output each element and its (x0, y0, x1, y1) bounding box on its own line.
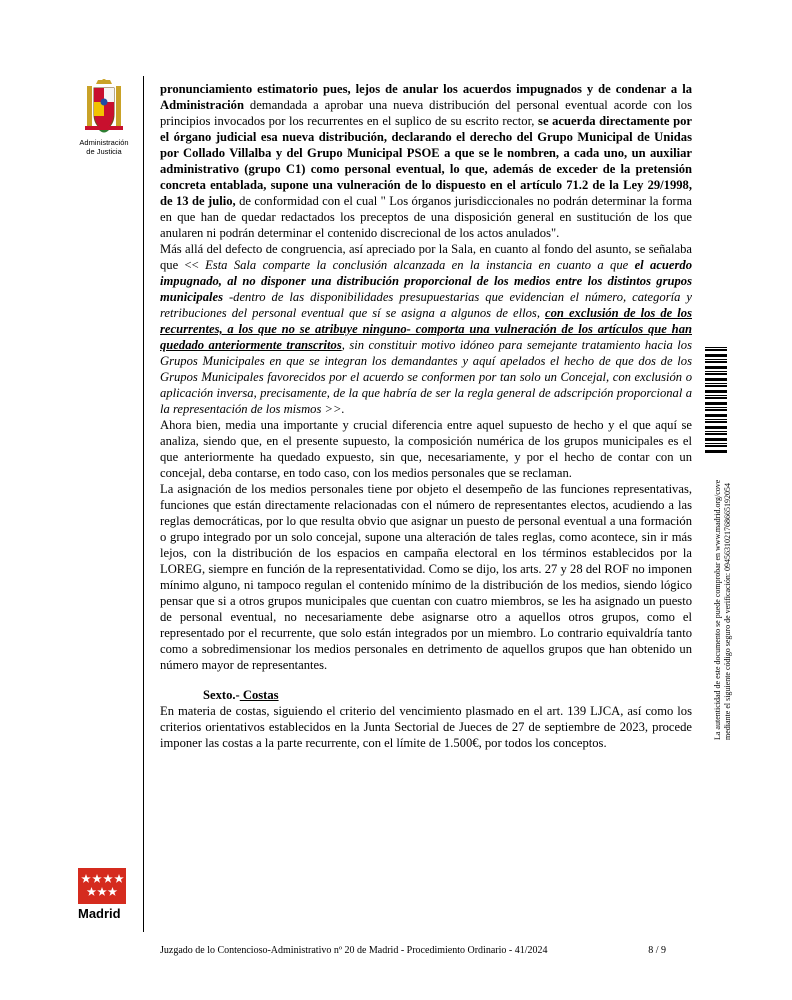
p2-bold-italic-1: el acuerdo impugnado, al no disponer una distribución proporcional de los medios entre los distintos grupos municipales (160, 258, 693, 304)
crest-label-line2: de Justicia (86, 147, 122, 156)
paragraph-2 (160, 241, 692, 417)
margin-rule (143, 76, 144, 932)
verification-text (713, 340, 733, 740)
paragraph-4: La asignación de los medios personales tiene por objeto el desempeño de las funciones representativas, funciones que están directamente relacionadas con el número de representantes electos, acudiendo a las reglas democráticas, por lo que resulta obvio que asignar un puesto de personal eventual a una formación o grupo integrado por un solo concejal, supone una alteración de tales reglas, como acontece, sin ir más lejos, con la distribución de los espacios en campaña electoral en los términos establecidos por la LOREG, siempre en función de la representatividad. Como se dijo, los arts. 27 y 28 del ROF no imponen mínimo alguno, ni tampoco regulan el contenido mínimo de la distribución de los medios, siendo lógico pensar que si a otros grupos municipales que cuentan con cuatro miembros, se les ha asignado un puesto de personal eventual, no necesariamente debe asignarse otro a aquellos otros grupos, como el representado por el recurrente, que solo están integrados por un miembro. Lo contrario equivaldría tanto como a sobredimensionar los medios personales en detrimento de aquellos grupos que han obtenido un número mayor de representantes. (160, 482, 692, 672)
justice-crest (76, 78, 132, 156)
heading-number: Sexto.- (203, 688, 240, 702)
coat-of-arms-icon (81, 78, 127, 136)
p2-bold-italic-2: con exclusión de los de los recurrentes, a los que no se atribuye ninguno- comporta una vulneración de los artículos que han quedado anteriormente transcritos (160, 306, 692, 352)
p2-text-1: Más allá del defecto de congruencia, así apreciado por la Sala, en cuanto al fondo del asunto, se señalaba que << (160, 242, 692, 272)
crest-label-line1: Administración (79, 138, 129, 147)
verification-line-2: mediante el siguiente código seguro de verificación: 0945631021768665192054 (723, 482, 732, 740)
paragraph-5: En materia de costas, siguiendo el criterio del vencimiento plasmado en el art. 139 LJCA, así como los criterios orientativos establecidos en la Junta Sectorial de Jueces de 27 de septiembre de 2023, procede imponer las costas a la parte recurrente, con el límite de 1.500€, por todos los conceptos. (160, 704, 692, 750)
section-heading (160, 687, 692, 703)
p1-text-2: de conformidad con el cual " Los órganos jurisdiccionales no podrán determinar la forma en que han de quedar redactados los preceptos de una disposición general en sustitución de los que anularen ni podrán determinar el contenido discrecional de los actos anulados". (160, 194, 692, 240)
madrid-label: Madrid (78, 906, 121, 921)
paragraph-1 (160, 81, 692, 241)
p1-bold-2: se acuerda directamente por el órgano judicial esa nueva distribución, declarando el derecho del Grupo Municipal de Unidas por Collado Villalba y del Grupo Municipal PSOE a que se le nombren, a cada uno, un auxiliar administrativo (grupo C1) como personal eventual, lo que, además de exceder de la pretensión concreta entablada, supone una vulneración de lo dispuesto en el artículo 71.2 de la Ley 29/1998, de 13 de julio, (160, 114, 692, 208)
footer-text: Juzgado de lo Contencioso-Administrativo nº 20 de Madrid - Procedimiento Ordinario - 41/2024 (160, 945, 548, 956)
page-number: 8 / 9 (648, 945, 666, 956)
crest-label (76, 138, 132, 156)
p2-italic-3: , sin constituir motivo idóneo para semejante tratamiento hacia los Grupos Municipales en que se integran los demandantes y aquí apelados el hecho de que dos de los Grupos Municipales favorecidos por el acuerdo se conformen por tan solo un Concejal, con exclusión o aplicación inversa, precisamente, de la que habría de ser la regla general de adscripción proporcional a la representación de los mismos >>. (160, 338, 692, 416)
verification-line-1: La autenticidad de este documento se puede comprobar en www.madrid.org/cove (713, 479, 722, 740)
p2-italic-2: -dentro de las disponibilidades presupuestarias que evidencian el número, categoría y retribuciones del personal eventual que sí se asigna a algunos de ellos, (160, 290, 692, 320)
p1-text-1: demandada a aprobar una nueva distribución del personal eventual acorde con los principios invocados por los recurrentes en el suplico de su escrito rector, (160, 98, 692, 128)
heading-title: Costas (239, 688, 279, 702)
paragraph-3: Ahora bien, media una importante y crucial diferencia entre aquel supuesto de hecho y el que aquí se analiza, siendo que, en el presente supuesto, la composición numérica de los grupos municipales es el que anteriormente ha quedado expuesto, sin que, necesariamente, y por el hecho de contar con un concejal, deba contarse, en todo caso, con los medios personales que se reclaman. (160, 418, 692, 480)
document-body (160, 81, 692, 751)
madrid-flag-icon (78, 868, 126, 904)
page-footer (160, 945, 692, 956)
p1-bold-1: pronunciamiento estimatorio pues, lejos de anular los acuerdos impugnados y de condenar a la Administración (160, 82, 692, 112)
p2-italic-1: Esta Sala comparte la conclusión alcanzada en la instancia en cuanto a que (205, 258, 635, 272)
madrid-logo (78, 868, 126, 921)
